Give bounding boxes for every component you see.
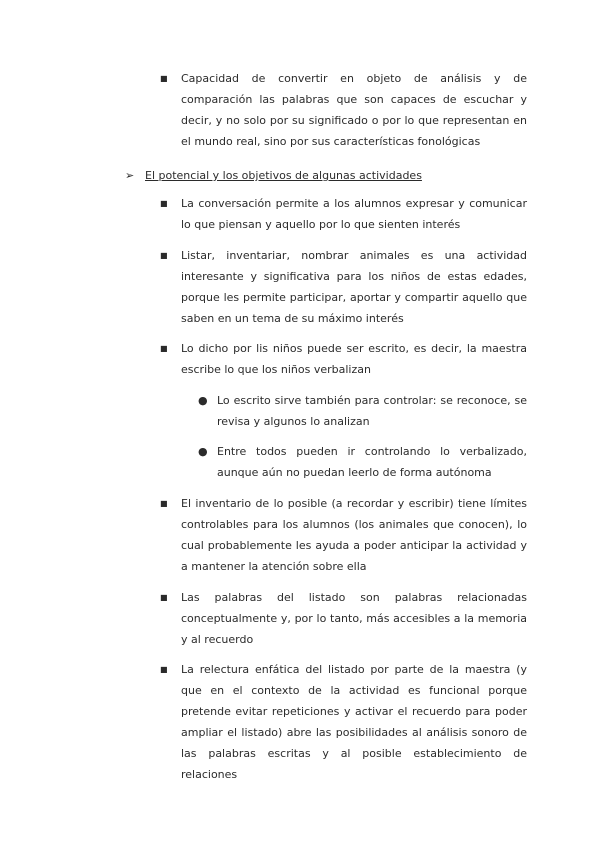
square-bullet-icon: ■ — [160, 593, 168, 602]
square-bullet-icon: ■ — [160, 251, 168, 260]
dot-bullet-icon: ● — [198, 445, 208, 458]
sub-list-item-text: Entre todos pueden ir controlando lo verbalizado, aunque aún no puedan leerlo de forma autónoma — [217, 445, 527, 479]
arrow-bullet-icon: ➢ — [125, 169, 135, 182]
list-item-text: La conversación permite a los alumnos expresar y comunicar lo que piensan y aquello por lo que sienten interés — [181, 197, 527, 231]
section-heading — [125, 165, 535, 186]
sub-list-item-text: Lo escrito sirve también para controlar: se reconoce, se revisa y algunos lo analizan — [217, 394, 527, 428]
list-item-text: Lo dicho por lis niños puede ser escrito, es decir, la maestra escribe lo que los niños verbalizan — [181, 342, 527, 376]
list-item-text: Listar, inventariar, nombrar animales es una actividad interesante y significativa para los niños de estas edades, porque les permite participar, aportar y compartir aquello que saben en un tema de su máximo interés — [181, 249, 527, 325]
list-item — [160, 338, 527, 380]
square-bullet-icon: ■ — [160, 74, 168, 83]
list-item-text: La relectura enfática del listado por parte de la maestra (y que en el contexto de la actividad es funcional porque pretende evitar repeticiones y activar el recuerdo para poder ampliar el listado) abre las posibilidades al análisis sonoro de las palabras escritas y al posible establecimiento de relaciones — [181, 663, 527, 781]
list-item — [160, 193, 527, 235]
sub-list-item — [198, 441, 527, 483]
dot-bullet-icon: ● — [198, 394, 208, 407]
sub-list-item — [198, 390, 527, 432]
square-bullet-icon: ■ — [160, 199, 168, 208]
section-heading-text: El potencial y los objetivos de algunas actividades — [145, 169, 422, 182]
list-item — [160, 659, 527, 785]
list-item-intro — [160, 68, 527, 152]
square-bullet-icon: ■ — [160, 344, 168, 353]
list-item-text: Capacidad de convertir en objeto de análisis y de comparación las palabras que son capaces de escuchar y decir, y no solo por su significado o por lo que representan en el mundo real, sino por sus características fonológicas — [181, 72, 527, 148]
list-item — [160, 587, 527, 650]
list-item-text: Las palabras del listado son palabras relacionadas conceptualmente y, por lo tanto, más accesibles a la memoria y al recuerdo — [181, 591, 527, 646]
list-item — [160, 245, 527, 329]
square-bullet-icon: ■ — [160, 499, 168, 508]
square-bullet-icon: ■ — [160, 665, 168, 674]
list-item — [160, 493, 527, 577]
list-item-text: El inventario de lo posible (a recordar y escribir) tiene límites controlables para los alumnos (los animales que conocen), lo cual probablemente les ayuda a poder anticipar la actividad y a mantener la atención sobre ella — [181, 497, 527, 573]
